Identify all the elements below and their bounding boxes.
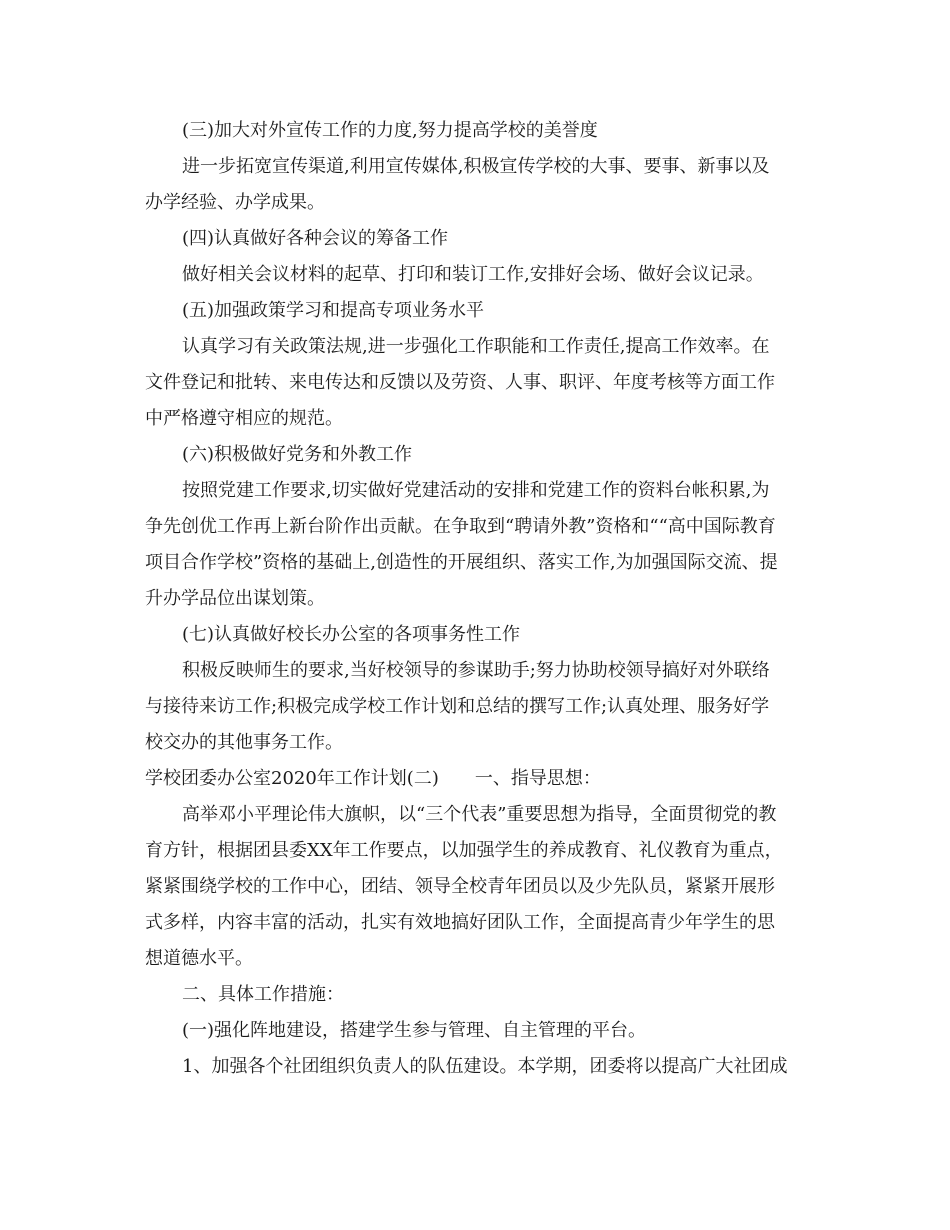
text-line: 争先创优工作再上新台阶作出贡献。在争取到“聘请外教”资格和““高中国际教育 [145,516,776,537]
text-line: (五)加强政策学习和提高专项业务水平 [182,300,485,321]
text-line: 校交办的其他事务工作。 [145,732,343,753]
text-line: 文件登记和批转、来电传达和反馈以及劳资、人事、职评、年度考核等方面工作 [145,372,775,393]
text-line: 与接待来访工作;积极完成学校工作计划和总结的撰写工作;认真处理、服务好学 [145,696,770,717]
text-line: 高举邓小平理论伟大旗帜，以“三个代表”重要思想为指导，全面贯彻党的教 [182,804,777,825]
text-line: 中严格遵守相应的规范。 [145,408,343,429]
text-line: 积极反映师生的要求,当好校领导的参谋助手;努力协助校领导搞好对外联络 [182,660,770,681]
text-line: (七)认真做好校长办公室的各项事务性工作 [182,624,521,645]
text-line: 紧紧围绕学校的工作中心，团结、领导全校青年团员以及少先队员，紧紧开展形 [145,876,775,897]
text-line: 升办学品位出谋划策。 [145,588,325,609]
text-line: (六)积极做好党务和外教工作 [182,444,413,465]
text-line: (一)强化阵地建设，搭建学生参与管理、自主管理的平台。 [182,1020,647,1041]
text-line: 做好相关会议材料的起草、打印和装订工作,安排好会场、做好会议记录。 [182,264,764,285]
text-line: 1、加强各个社团组织负责人的队伍建设。本学期，团委将以提高广大社团成 [182,1056,788,1077]
text-line: 二、具体工作措施： [182,984,344,1005]
text-line: 项目合作学校”资格的基础上,创造性的开展组织、落实工作,为加强国际交流、提 [145,552,778,573]
text-line: (四)认真做好各种会议的筹备工作 [182,228,449,249]
document-body [145,113,807,1085]
text-line: 进一步拓宽宣传渠道,利用宣传媒体,积极宣传学校的大事、要事、新事以及 [182,156,770,177]
text-line: 认真学习有关政策法规,进一步强化工作职能和工作责任,提高工作效率。在 [182,336,770,357]
text-line: 式多样，内容丰富的活动，扎实有效地搞好团队工作，全面提高青少年学生的思 [145,912,775,933]
text-line: 育方针，根据团县委XX年工作要点，以加强学生的养成教育、礼仪教育为重点， [145,840,783,861]
text-line: 按照党建工作要求,切实做好党建活动的安排和党建工作的资料台帐积累,为 [182,480,770,501]
text-line: 办学经验、办学成果。 [145,192,325,213]
text-line: 想道德水平。 [145,948,253,969]
text-line: (三)加大对外宣传工作的力度,努力提高学校的美誉度 [182,120,598,141]
section-heading: 学校团委办公室2020年工作计划(二) 一、指导思想： [145,768,601,789]
